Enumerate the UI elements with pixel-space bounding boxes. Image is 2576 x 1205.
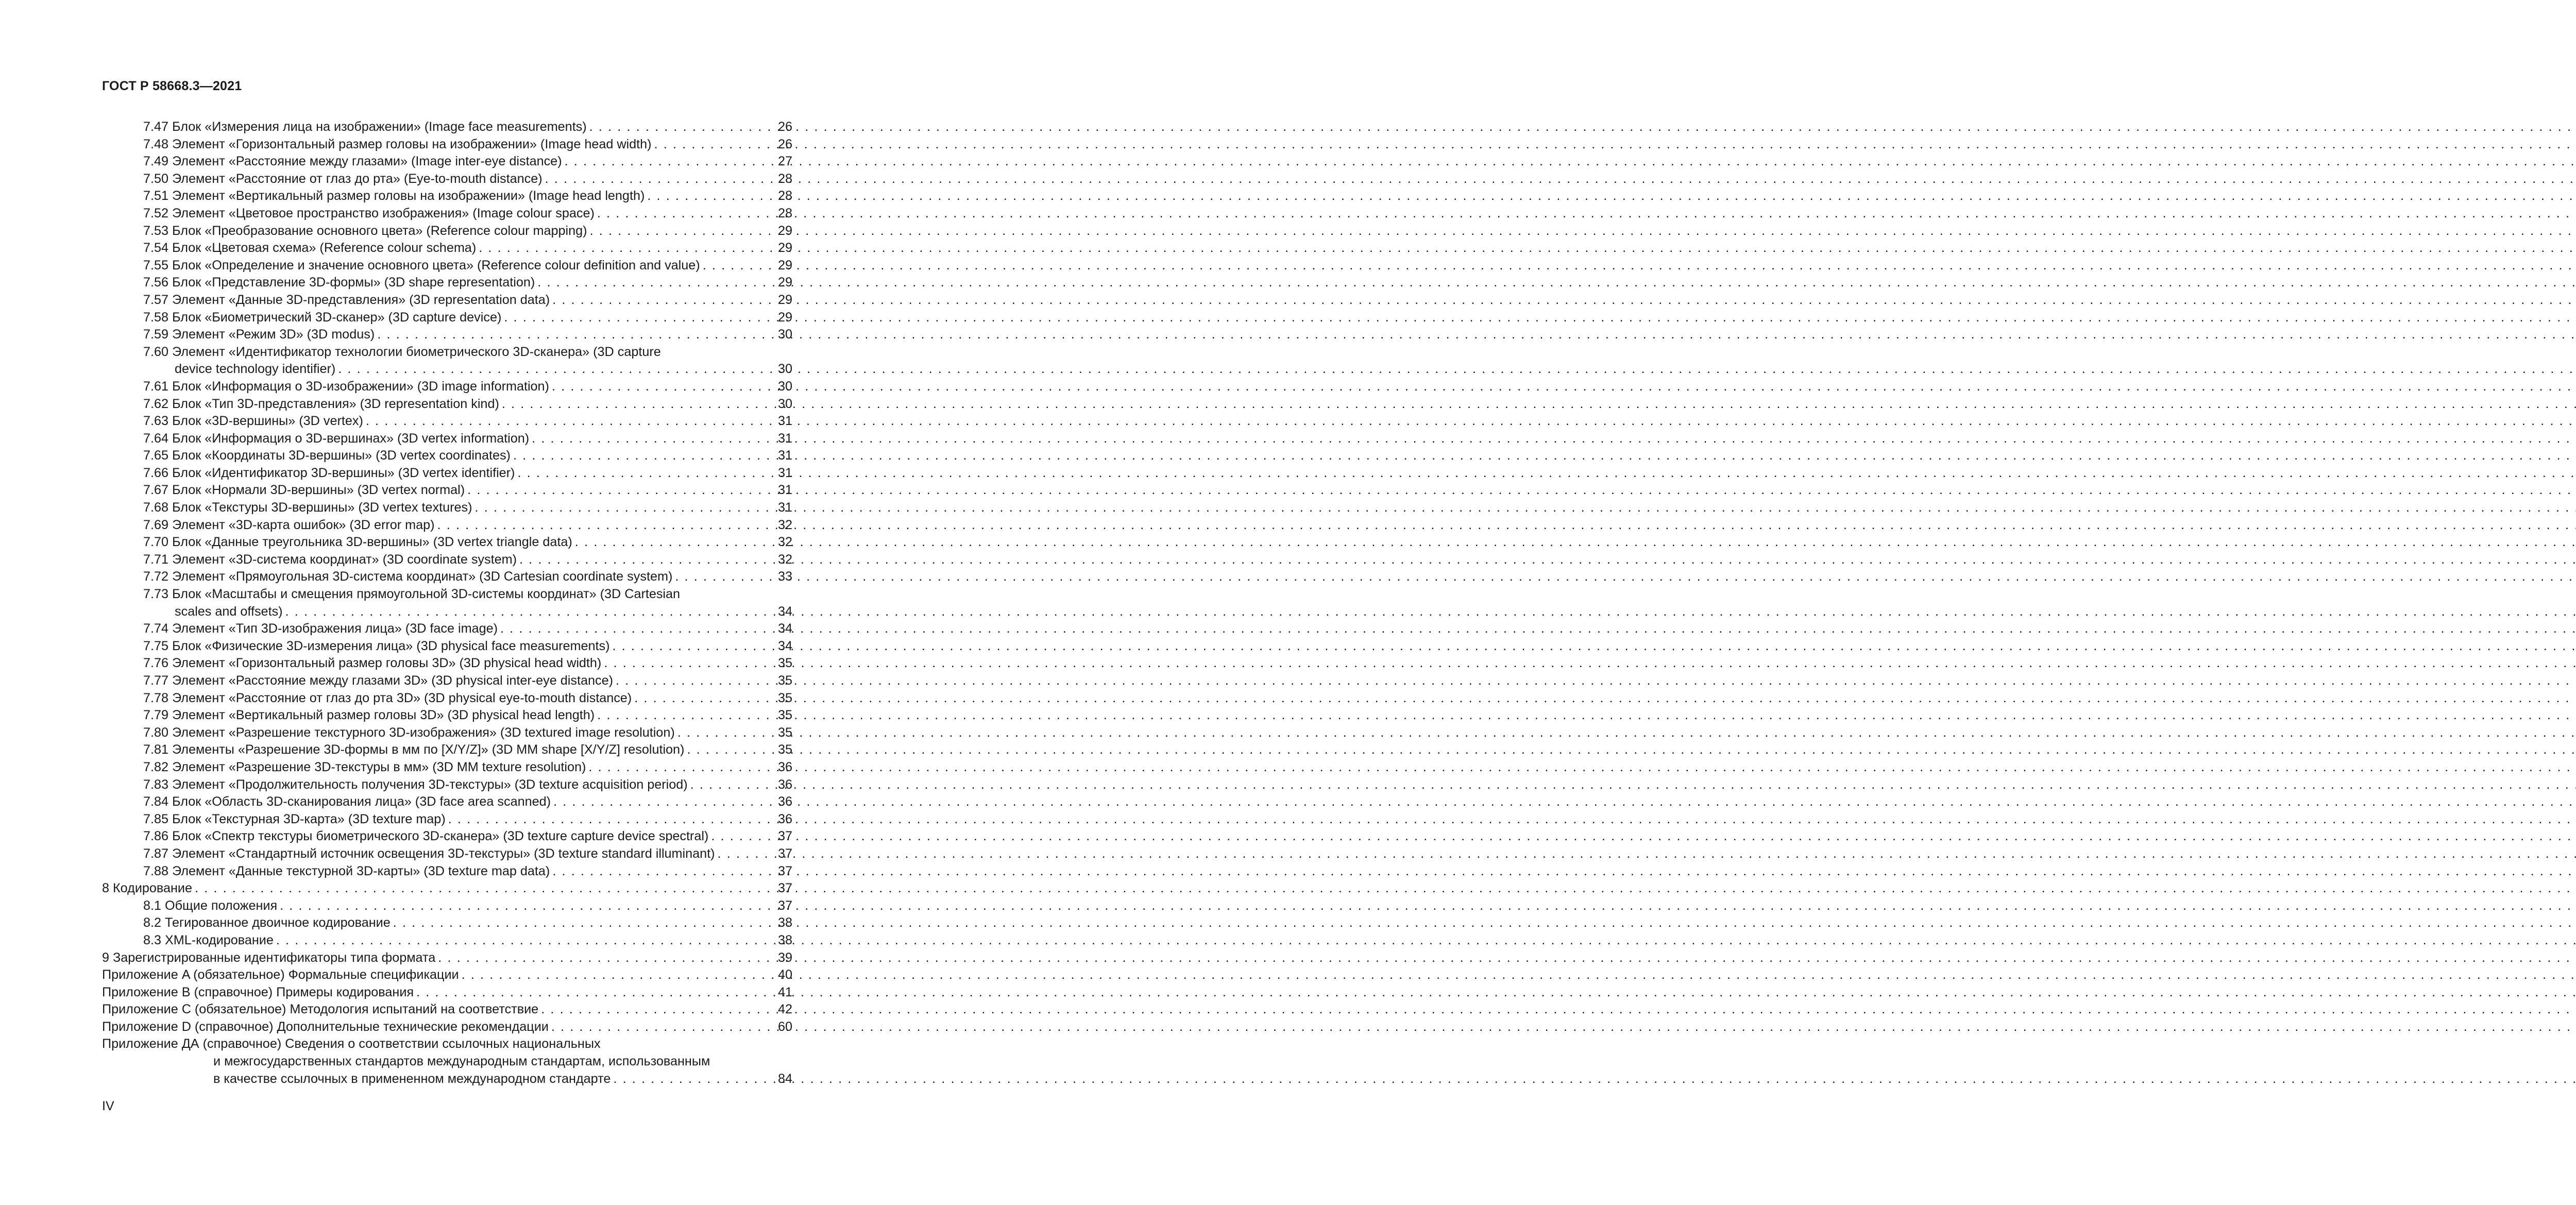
toc-entry xyxy=(102,984,792,1002)
toc-leader-dots xyxy=(565,153,776,171)
toc-page-number: 37 xyxy=(777,829,792,844)
toc-entry xyxy=(102,828,792,845)
toc-page-number: 84 xyxy=(777,1071,792,1086)
toc-entry xyxy=(102,482,792,499)
toc-leader-dots xyxy=(467,482,776,499)
toc-entry xyxy=(102,309,792,327)
toc-page-number: 30 xyxy=(777,396,792,411)
toc-leader-dots xyxy=(513,447,776,465)
toc-page-number: 35 xyxy=(777,656,792,671)
toc-leader-dots xyxy=(711,828,776,845)
toc-page-number: 35 xyxy=(777,708,792,723)
toc-page-number: 29 xyxy=(777,258,792,273)
toc-leader-dots xyxy=(541,1001,776,1019)
toc-entry xyxy=(102,465,792,482)
toc-page-number: 31 xyxy=(777,414,792,429)
toc-entry-title: 7.68 Блок «Текстуры 3D-вершины» (3D vertex textures) xyxy=(143,500,472,515)
toc-entry xyxy=(102,517,792,534)
toc-page-number: 31 xyxy=(777,500,792,515)
table-of-contents xyxy=(102,118,792,1088)
toc-entry-title: 7.48 Элемент «Горизонтальный размер головы на изображении» (Image head width) xyxy=(143,137,652,151)
toc-page-number: 34 xyxy=(777,604,792,619)
toc-leader-dots xyxy=(479,240,776,257)
toc-entry-title: 7.62 Блок «Тип 3D-представления» (3D representation kind) xyxy=(143,396,499,411)
toc-entry-title: 9 Зарегистрированные идентификаторы типа формата xyxy=(102,950,436,965)
toc-page-number: 26 xyxy=(777,120,792,134)
toc-entry xyxy=(102,811,792,828)
toc-entry xyxy=(102,1019,792,1036)
toc-leader-dots xyxy=(597,707,776,724)
toc-page-number: 38 xyxy=(777,932,792,947)
toc-leader-dots xyxy=(502,396,776,413)
document-header: ГОСТ Р 58668.3—2021 xyxy=(102,79,242,93)
toc-leader-dots xyxy=(687,741,776,759)
toc-page-number: 32 xyxy=(777,552,792,567)
toc-entry xyxy=(102,620,792,638)
toc-leader-dots xyxy=(647,188,776,205)
toc-entry xyxy=(102,672,792,690)
toc-entry xyxy=(102,949,792,967)
toc-entry xyxy=(102,603,792,621)
toc-leader-dots xyxy=(448,811,776,828)
toc-entry-title: 7.75 Блок «Физические 3D-измерения лица» (3D physical face measurements) xyxy=(143,638,610,653)
toc-page-number: 36 xyxy=(777,777,792,792)
toc-page-number: 31 xyxy=(777,431,792,446)
toc-page-number: 37 xyxy=(777,898,792,913)
toc-entry xyxy=(102,413,792,430)
toc-page-number: 35 xyxy=(777,725,792,740)
toc-leader-dots xyxy=(276,932,776,949)
toc-leader-dots xyxy=(675,568,776,586)
toc-leader-dots xyxy=(604,655,776,672)
toc-entry-title: 7.81 Элементы «Разрешение 3D-формы в мм по [X/Y/Z]» (3D MM shape [X/Y/Z] resolution) xyxy=(143,742,685,757)
toc-page-number: 28 xyxy=(777,206,792,220)
toc-leader-dots xyxy=(677,724,776,742)
toc-entry xyxy=(102,551,792,569)
toc-leader-dots xyxy=(616,672,776,690)
toc-entry-title: 8 Кодирование xyxy=(102,881,193,896)
toc-leader-dots xyxy=(597,205,776,223)
toc-leader-dots xyxy=(280,897,776,915)
toc-page-number: 35 xyxy=(777,742,792,757)
toc-entry xyxy=(102,845,792,863)
toc-entry xyxy=(102,171,792,188)
toc-leader-dots xyxy=(634,690,776,707)
toc-page-number: 36 xyxy=(777,759,792,774)
toc-entry xyxy=(102,326,792,344)
toc-page-number: 40 xyxy=(777,968,792,982)
toc-leader-dots xyxy=(195,880,776,897)
toc-entry xyxy=(102,741,792,759)
toc-entry xyxy=(102,759,792,776)
toc-entry xyxy=(102,914,792,932)
toc-entry xyxy=(102,153,792,171)
toc-entry-title: 7.76 Элемент «Горизонтальный размер головы 3D» (3D physical head width) xyxy=(143,656,602,671)
toc-leader-dots xyxy=(504,309,776,327)
toc-entry-title: 7.78 Элемент «Расстояние от глаз до рта 3D» (3D physical eye-to-mouth distance) xyxy=(143,690,632,705)
toc-page-number: 29 xyxy=(777,223,792,238)
toc-page-number: 29 xyxy=(777,241,792,256)
toc-leader-dots xyxy=(517,465,776,482)
toc-page-number: 36 xyxy=(777,811,792,826)
toc-entry xyxy=(102,690,792,707)
toc-page-number: 27 xyxy=(777,154,792,169)
toc-entry xyxy=(102,1001,792,1019)
toc-entry-title: 7.64 Блок «Информация о 3D-вершинах» (3D vertex information) xyxy=(143,431,530,446)
toc-page-number: 37 xyxy=(777,846,792,861)
toc-entry xyxy=(102,240,792,257)
toc-entry xyxy=(102,707,792,724)
toc-leader-dots xyxy=(475,499,776,517)
toc-page-number: 37 xyxy=(777,881,792,896)
toc-page-number: 35 xyxy=(777,673,792,688)
toc-entry-title: 8.1 Общие положения xyxy=(143,898,278,913)
toc-entry xyxy=(102,724,792,742)
toc-entry-title: 7.80 Элемент «Разрешение текстурного 3D-изображения» (3D textured image resolution) xyxy=(143,725,675,740)
toc-entry xyxy=(102,447,792,465)
toc-page-number: 34 xyxy=(777,621,792,636)
toc-entry xyxy=(102,1036,792,1053)
toc-leader-dots xyxy=(545,171,776,188)
toc-leader-dots xyxy=(519,551,776,569)
toc-entry-title: 7.82 Элемент «Разрешение 3D-текстуры в мм» (3D MM texture resolution) xyxy=(143,759,586,774)
toc-leader-dots xyxy=(613,1071,776,1088)
toc-entry-title: scales and offsets) xyxy=(175,604,283,619)
toc-entry-title: и межгосударственных стандартов международным стандартам, использованным xyxy=(213,1054,710,1069)
toc-entry-title: 8.2 Тегированное двоичное кодирование xyxy=(143,915,391,930)
toc-entry xyxy=(102,396,792,413)
toc-page-number: 33 xyxy=(777,569,792,584)
toc-entry-title: 7.65 Блок «Координаты 3D-вершины» (3D vertex coordinates) xyxy=(143,448,511,463)
toc-entry-title: 7.87 Элемент «Стандартный источник освещения 3D-текстуры» (3D texture standard illuminant) xyxy=(143,846,715,861)
toc-entry-title: 7.84 Блок «Область 3D-сканирования лица» (3D face area scanned) xyxy=(143,794,551,809)
toc-leader-dots xyxy=(553,793,776,811)
toc-page-number: 41 xyxy=(777,985,792,999)
toc-page-number: 34 xyxy=(777,638,792,653)
toc-entry-title: 7.58 Блок «Биометрический 3D-сканер» (3D capture device) xyxy=(143,310,502,325)
toc-page-number: 35 xyxy=(777,690,792,705)
toc-entry xyxy=(102,344,792,361)
toc-leader-dots xyxy=(654,136,776,154)
toc-entry xyxy=(102,586,792,603)
toc-page-number: 30 xyxy=(777,362,792,377)
toc-leader-dots xyxy=(532,430,776,448)
toc-page-number: 29 xyxy=(777,310,792,325)
toc-leader-dots xyxy=(589,118,776,136)
toc-entry xyxy=(102,793,792,811)
toc-page-number: 31 xyxy=(777,448,792,463)
toc-entry-title: 7.55 Блок «Определение и значение основного цвета» (Reference colour definition and value) xyxy=(143,258,700,273)
toc-leader-dots xyxy=(393,914,776,932)
toc-leader-dots xyxy=(703,257,776,275)
toc-entry-title: 7.49 Элемент «Расстояние между глазами» (Image inter-eye distance) xyxy=(143,154,562,169)
toc-leader-dots xyxy=(588,759,776,776)
toc-page-number: 60 xyxy=(777,1019,792,1034)
toc-entry xyxy=(102,274,792,292)
toc-leader-dots xyxy=(718,845,776,863)
toc-page-number: 31 xyxy=(777,483,792,498)
toc-page-number: 38 xyxy=(777,915,792,930)
toc-leader-dots xyxy=(416,984,776,1002)
toc-entry xyxy=(102,1053,792,1071)
toc-page-number: 28 xyxy=(777,189,792,203)
toc-page-number: 37 xyxy=(777,863,792,878)
toc-page-number: 30 xyxy=(777,327,792,342)
toc-entry xyxy=(102,430,792,448)
toc-entry xyxy=(102,118,792,136)
toc-entry xyxy=(102,776,792,794)
toc-page-number: 36 xyxy=(777,794,792,809)
toc-entry-title: Приложение ДА (справочное) Сведения о соответствии ссылочных национальных xyxy=(102,1037,601,1051)
toc-entry-title: 7.66 Блок «Идентификатор 3D-вершины» (3D vertex identifier) xyxy=(143,465,515,480)
toc-entry xyxy=(102,932,792,949)
toc-page-number: 28 xyxy=(777,171,792,186)
toc-page-number: 30 xyxy=(777,379,792,394)
toc-page-number: 29 xyxy=(777,275,792,290)
toc-entry-title: 7.70 Блок «Данные треугольника 3D-вершины» (3D vertex triangle data) xyxy=(143,535,572,550)
toc-entry-title: 7.53 Блок «Преобразование основного цвета» (Reference colour mapping) xyxy=(143,223,587,238)
toc-entry-title: 7.83 Элемент «Продолжительность получения 3D-текстуры» (3D texture acquisition period) xyxy=(143,777,688,792)
toc-entry-title: 7.56 Блок «Представление 3D-формы» (3D shape representation) xyxy=(143,275,535,290)
toc-entry-title: 7.61 Блок «Информация о 3D-изображении» (3D image information) xyxy=(143,379,549,394)
toc-entry xyxy=(102,534,792,551)
toc-entry-title: 7.72 Элемент «Прямоугольная 3D-система координат» (3D Cartesian coordinate system) xyxy=(143,569,673,584)
toc-leader-dots xyxy=(552,378,776,396)
toc-entry xyxy=(102,188,792,205)
toc-entry xyxy=(102,568,792,586)
toc-entry-title: 7.60 Элемент «Идентификатор технологии биометрического 3D-сканера» (3D capture xyxy=(143,344,661,359)
toc-entry-title: 8.3 XML-кодирование xyxy=(143,932,274,947)
toc-entry-title: 7.47 Блок «Измерения лица на изображении» (Image face measurements) xyxy=(143,120,587,134)
toc-entry-title: 7.51 Элемент «Вертикальный размер головы на изображении» (Image head length) xyxy=(143,189,645,203)
page-number: IV xyxy=(102,1099,114,1113)
toc-leader-dots xyxy=(438,949,776,967)
toc-entry-title: 7.86 Блок «Спектр текстуры биометрического 3D-сканера» (3D texture capture device spectral) xyxy=(143,829,709,844)
toc-entry-title: 7.74 Элемент «Тип 3D-изображения лица» (3D face image) xyxy=(143,621,498,636)
toc-leader-dots xyxy=(690,776,776,794)
toc-entry xyxy=(102,136,792,154)
toc-page-number: 26 xyxy=(777,137,792,151)
toc-entry-title: 7.63 Блок «3D-вершины» (3D vertex) xyxy=(143,414,363,429)
toc-entry-title: 7.85 Блок «Текстурная 3D-карта» (3D texture map) xyxy=(143,811,446,826)
toc-leader-dots xyxy=(437,517,776,534)
toc-leader-dots xyxy=(551,1019,776,1036)
toc-entry-title: Приложение B (справочное) Примеры кодирования xyxy=(102,985,414,999)
toc-entry-title: 7.79 Элемент «Вертикальный размер головы 3D» (3D physical head length) xyxy=(143,708,595,723)
toc-entry xyxy=(102,966,792,984)
toc-page-number: 32 xyxy=(777,517,792,532)
toc-leader-dots xyxy=(338,361,776,378)
toc-entry-title: 7.57 Элемент «Данные 3D-представления» (3D representation data) xyxy=(143,292,550,307)
toc-entry xyxy=(102,1071,792,1088)
toc-entry xyxy=(102,361,792,378)
toc-entry xyxy=(102,863,792,880)
toc-leader-dots xyxy=(552,292,776,309)
toc-entry-title: в качестве ссылочных в примененном международном стандарте xyxy=(213,1071,611,1086)
toc-entry-title: 7.69 Элемент «3D-карта ошибок» (3D error map) xyxy=(143,517,435,532)
toc-entry-title: 7.54 Блок «Цветовая схема» (Reference colour schema) xyxy=(143,241,477,256)
toc-leader-dots xyxy=(575,534,776,551)
toc-entry xyxy=(102,205,792,223)
toc-entry xyxy=(102,897,792,915)
toc-entry-title: 7.77 Элемент «Расстояние между глазами 3D» (3D physical inter-eye distance) xyxy=(143,673,613,688)
toc-leader-dots xyxy=(612,638,776,655)
toc-entry xyxy=(102,223,792,240)
toc-page-number: 29 xyxy=(777,292,792,307)
toc-entry-title: 7.73 Блок «Масштабы и смещения прямоугольной 3D-системы координат» (3D Cartesian xyxy=(143,587,681,602)
toc-entry-title: 7.50 Элемент «Расстояние от глаз до рта» (Eye-to-mouth distance) xyxy=(143,171,543,186)
toc-leader-dots xyxy=(552,863,776,880)
toc-entry-title: 7.52 Элемент «Цветовое пространство изображения» (Image colour space) xyxy=(143,206,595,220)
toc-leader-dots xyxy=(537,274,776,292)
toc-page-number: 32 xyxy=(777,535,792,550)
toc-entry-title: Приложение D (справочное) Дополнительные технические рекомендации xyxy=(102,1019,549,1034)
toc-leader-dots xyxy=(285,603,776,621)
toc-entry xyxy=(102,378,792,396)
toc-page-number: 31 xyxy=(777,465,792,480)
toc-entry-title: 7.88 Элемент «Данные текстурной 3D-карты» (3D texture map data) xyxy=(143,863,550,878)
toc-entry xyxy=(102,499,792,517)
toc-entry xyxy=(102,638,792,655)
toc-entry xyxy=(102,292,792,309)
toc-entry-title: Приложение C (обязательное) Методология испытаний на соответствие xyxy=(102,1002,539,1017)
toc-entry xyxy=(102,880,792,897)
toc-leader-dots xyxy=(377,326,776,344)
toc-leader-dots xyxy=(462,966,776,984)
toc-entry-title: device technology identifier) xyxy=(175,362,336,377)
toc-entry-title: 7.67 Блок «Нормали 3D-вершины» (3D vertex normal) xyxy=(143,483,465,498)
toc-leader-dots xyxy=(590,223,776,240)
toc-entry xyxy=(102,257,792,275)
toc-page-number: 42 xyxy=(777,1002,792,1017)
toc-page-number: 39 xyxy=(777,950,792,965)
toc-entry-title: 7.71 Элемент «3D-система координат» (3D coordinate system) xyxy=(143,552,517,567)
toc-leader-dots xyxy=(500,620,776,638)
toc-leader-dots xyxy=(366,413,776,430)
toc-entry xyxy=(102,655,792,672)
toc-entry-title: Приложение A (обязательное) Формальные спецификации xyxy=(102,968,459,982)
toc-entry-title: 7.59 Элемент «Режим 3D» (3D modus) xyxy=(143,327,375,342)
